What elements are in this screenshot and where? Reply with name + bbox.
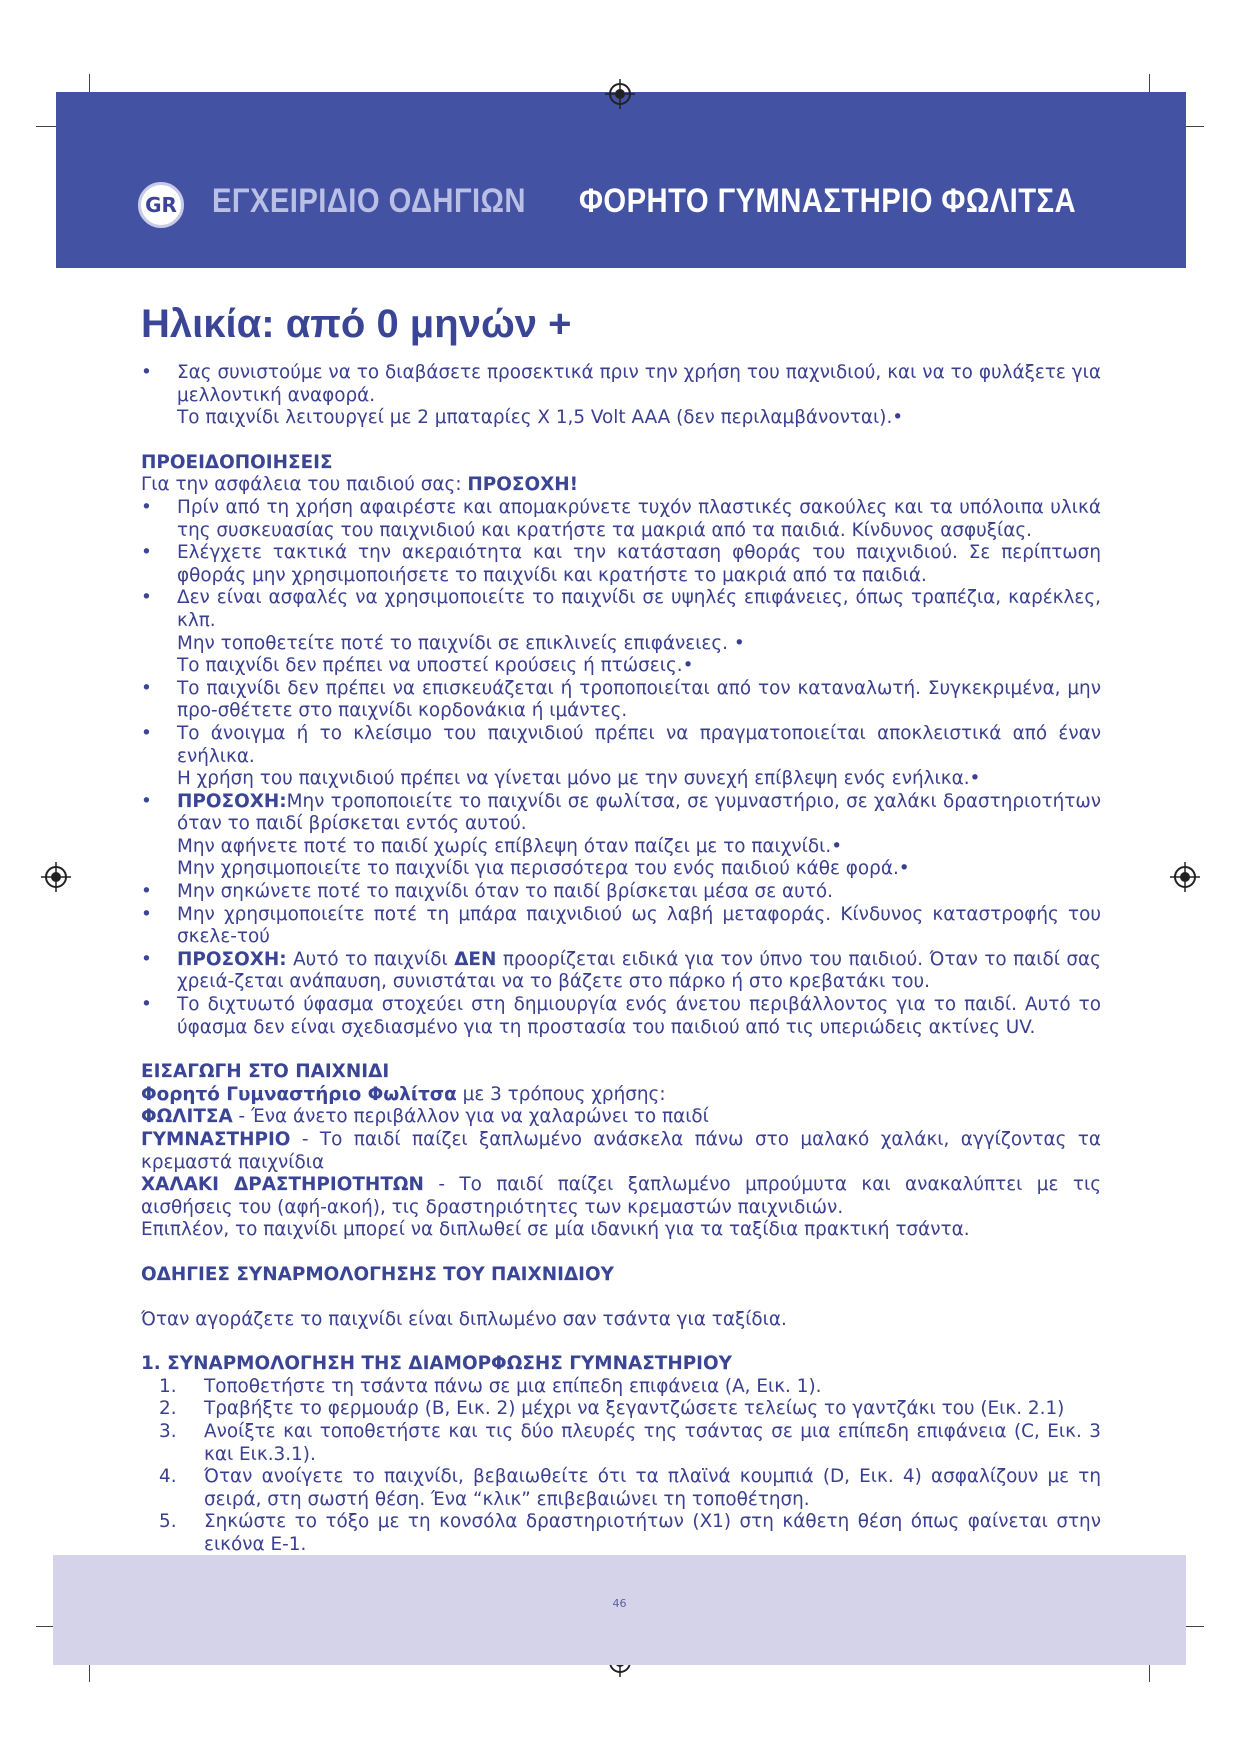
mode-gym: ΓΥΜΝΑΣΤΗΡΙΟ - Το παιδί παίζει ξαπλωμένο ανάσκελα πάνω στο μαλακό χαλάκι, αγγίζοντας τα κρεμαστά παιχνίδια xyxy=(141,1129,1101,1173)
registration-mark-icon xyxy=(1170,862,1200,892)
list-item: • Το άνοιγμα ή το κλείσιμο του παιχνιδιού πρέπει να πραγματοποιείται αποκλειστικά από έναν ενήλικα. Η χρήση του παιχνιδιού πρέπει να γίνεται μόνο με την συνεχή επίβλεψη ενός ενήλικα.• xyxy=(141,723,1101,791)
registration-mark-icon xyxy=(605,79,635,109)
page-number: 46 xyxy=(612,1597,627,1610)
list-item: • ΠΡΟΣΟΧΗ:Μην τροποποιείτε το παιχνίδι σε φωλίτσα, σε γυμναστήριο, σε χαλάκι δραστηριοτήτων όταν το παιδί βρίσκεται εντός αυτού. Μην αφήνετε ποτέ το παιδί χωρίς επίβλεψη όταν παίζει με το παιχνίδι.• Μην χρησιμοποιείτε το παιχνίδι για περισσότερα του ενός παιδιού κάθε φορά.• xyxy=(141,791,1101,881)
list-item: • Μην σηκώνετε ποτέ το παιχνίδι όταν το παιδί βρίσκεται μέσα σε αυτό. xyxy=(141,881,1101,904)
product-title: ΦΟΡΗΤΟ ΓΥΜΝΑΣΤΗΡΙΟ ΦΩΛΙΤΣΑ xyxy=(579,182,1077,220)
step-item: 1. Τοποθετήστε τη τσάντα πάνω σε μια επίπεδη επιφάνεια (A, Εικ. 1). xyxy=(159,1375,822,1397)
intro-item: • Σας συνιστούμε να το διαβάσετε προσεκτικά πριν την χρήση του παχνιδιού, και να το φυλάξετε για μελλοντική αναφορά. Το παιχνίδι λειτουργεί με 2 μπαταρίες Χ 1,5 Volt AAA (δεν περιλαμβάνονται).• xyxy=(141,362,1101,430)
intro-list xyxy=(141,362,1101,430)
registration-mark-icon xyxy=(41,862,71,892)
assembly-text: Όταν αγοράζετε το παιχνίδι είναι διπλωμένο σαν τσάντα για ταξίδια. xyxy=(141,1308,787,1330)
step-item: 4. Όταν ανοίγετε το παιχνίδι, βεβαιωθείτε ότι τα πλαϊνά κουμπιά (D, Εικ. 4) ασφαλίζουν με τη σειρά, στη σωστή θέση. Ένα “κλικ” επιβεβαιώνει τη τοποθέτηση. xyxy=(159,1466,1101,1510)
step-item: 2. Τραβήξτε το φερμουάρ (B, Εικ. 2) μέχρι να ξεγαντζώσετε τελείως το γαντζάκι του (Εικ. 2.1) xyxy=(159,1398,1065,1420)
warnings-heading: ΠΡΟΕΙΔΟΠΟΙΗΣΕΙΣ xyxy=(141,451,333,473)
extra-line: Επιπλέον, το παιχνίδι μπορεί να διπλωθεί σε μία ιδανική για τα ταξίδια πρακτική τσάντα. xyxy=(141,1219,970,1241)
footer-band xyxy=(53,1555,1186,1665)
intro-toy-heading: ΕΙΣΑΓΩΓΗ ΣΤΟ ΠΑΙΧΝΙΔΙ xyxy=(141,1061,390,1083)
step-item: 3. Ανοίξτε και τοποθετήστε και τις δύο πλευρές της τσάντας σε μια επίπεδη επιφάνεια (C, Εικ. 3 και Εικ.3.1). xyxy=(159,1420,1101,1465)
warnings-list xyxy=(141,497,1101,1039)
product-line: Φορητό Γυμναστήριο Φωλίτσα με 3 τρόπους χρήσης: xyxy=(141,1083,666,1105)
list-item: • Ελέγχετε τακτικά την ακεραιότητα και την κατάσταση φθοράς του παιχνιδιού. Σε περίπτωση φθοράς μην χρησιμοποιήσετε το παιχνίδι και κρατήστε το μακριά από τα παιδιά. xyxy=(141,542,1101,587)
mode-mat: ΧΑΛΑΚΙ ΔΡΑΣΤΗΡΙΟΤΗΤΩΝ - Το παιδί παίζει ξαπλωμένο μπρούμυτα και ανακαλύπτει με τις αισθήσεις του (αφή-ακοή), τις δραστηριότητες των κρεμαστών παιχνιδιών. xyxy=(141,1174,1101,1218)
list-item: • Πρίν από τη χρήση αφαιρέστε και απομακρύνετε τυχόν πλαστικές σακούλες και τα υπόλοιπα υλικά της συσκευασίας του παιχνιδιού και κρατήστε τα μακριά από τα παιδιά. Κίνδυνος ασφυξίας. xyxy=(141,497,1101,542)
list-item: • ΠΡΟΣΟΧΗ: Αυτό το παιχνίδι ΔΕΝ προορίζεται ειδικά για τον ύπνο του παιδιού. Όταν το παιδί σας χρειά-ζεται ανάπαυση, συνιστάται να το βάζετε στο πάρκο ή στο κρεβατάκι του. xyxy=(141,949,1101,994)
list-item: • Μην χρησιμοποιείτε ποτέ τη μπάρα παιχνιδιού ως λαβή μεταφοράς. Κίνδυνος καταστροφής του σκελε-τού xyxy=(141,904,1101,949)
language-badge: GR xyxy=(138,182,184,228)
safety-line: Για την ασφάλεια του παιδιού σας: ΠΡΟΣΟΧΗ! xyxy=(141,474,579,496)
main-content xyxy=(141,300,1101,1557)
age-title: Ηλικία: από 0 μηνών + xyxy=(141,302,572,346)
step-item: 5. Σηκώστε το τόξο με τη κονσόλα δραστηριοτήτων (X1) στη κάθετη θέση όπως φαίνεται στην εικόνα E-1. xyxy=(159,1511,1101,1555)
gym-steps xyxy=(141,1376,1101,1557)
list-item: • Το διχτυωτό ύφασμα στοχεύει στη δημιουργία ενός άνετου περιβάλλοντος για το παιδί. Αυτό το ύφασμα δεν είναι σχεδιασμένο για τη προστασία του παιδιού από τις υπεριώδεις ακτίνες UV. xyxy=(141,994,1101,1039)
gym-heading: 1. ΣΥΝΑΡΜΟΛΟΓΗΣΗ ΤΗΣ ΔΙΑΜΟΡΦΩΣΗΣ ΓΥΜΝΑΣΤΗΡΙΟΥ xyxy=(141,1353,732,1375)
list-item: • Δεν είναι ασφαλές να χρησιμοποιείτε το παιχνίδι σε υψηλές επιφάνειες, όπως τραπέζια, καρέκλες, κλπ. Μην τοποθετείτε ποτέ το παιχνίδι σε επικλινείς επιφάνειες. • Το παιχνίδι δεν πρέπει να υποστεί κρούσεις ή πτώσεις.• xyxy=(141,587,1101,677)
header-band xyxy=(56,92,1186,268)
assembly-heading: ΟΔΗΓΙΕΣ ΣΥΝΑΡΜΟΛΟΓΗΣΗΣ ΤΟΥ ΠΑΙΧΝΙΔΙΟΥ xyxy=(141,1263,614,1285)
manual-title: ΕΓΧΕΙΡΙΔΙΟ ΟΔΗΓΙΩΝ xyxy=(212,182,526,220)
mode-nest: ΦΩΛΙΤΣΑ - Ένα άνετο περιβάλλον για να χαλαρώνει το παιδί xyxy=(141,1106,709,1128)
list-item: • Το παιχνίδι δεν πρέπει να επισκευάζεται ή τροποποιείται από τον καταναλωτή. Συγκεκριμένα, μην προ-σθέτετε στο παιχνίδι κορδονάκια ή ιμάντες. xyxy=(141,678,1101,723)
